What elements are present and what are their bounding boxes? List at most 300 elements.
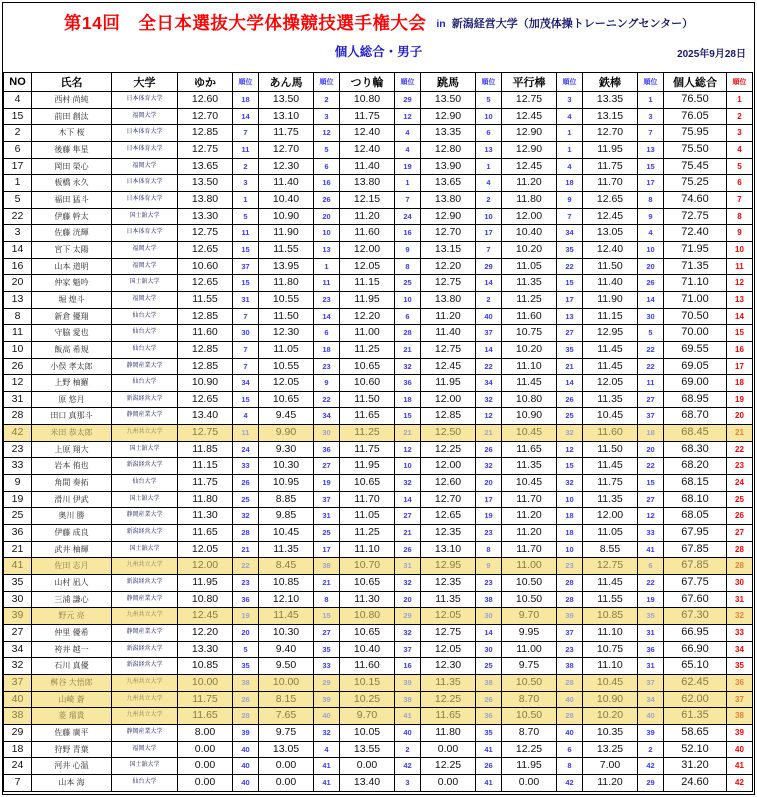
- horizontal-bar-rank: 6: [638, 558, 664, 575]
- horizontal-bar-rank: 41: [638, 541, 664, 558]
- all-around-total: 69.00: [664, 375, 727, 392]
- all-around-total: 62.00: [664, 691, 727, 708]
- table-row: [4, 525, 753, 542]
- floor-rank: 11: [233, 225, 259, 242]
- vault-score: 12.65: [421, 508, 476, 525]
- rings-score: 10.15: [340, 674, 395, 691]
- horizontal-bar-score: 11.50: [583, 258, 638, 275]
- university-name: 新潟経営大学: [112, 641, 178, 658]
- parallel-bars-rank: 6: [557, 741, 583, 758]
- vault-rank: 8: [476, 541, 502, 558]
- horizontal-bar-rank: 34: [638, 691, 664, 708]
- horizontal-bar-score: 11.45: [583, 358, 638, 375]
- col-header-vault: 跳馬: [421, 73, 476, 92]
- pommel-horse-score: 13.95: [259, 258, 314, 275]
- floor-score: 10.00: [178, 674, 233, 691]
- vault-rank: 13: [476, 141, 502, 158]
- all-around-total: 68.45: [664, 425, 727, 442]
- table-row: [4, 741, 753, 758]
- bib-number: 14: [4, 241, 32, 258]
- rings-score: 10.80: [340, 92, 395, 109]
- pommel-horse-rank: 13: [314, 241, 340, 258]
- all-around-rank: 32: [727, 608, 753, 625]
- pommel-horse-rank: 23: [314, 358, 340, 375]
- rings-score: 11.95: [340, 291, 395, 308]
- bib-number: 22: [4, 208, 32, 225]
- all-around-rank: 10: [727, 241, 753, 258]
- floor-rank: 1: [233, 191, 259, 208]
- vault-rank: 17: [476, 491, 502, 508]
- rings-score: 10.40: [340, 641, 395, 658]
- bib-number: 32: [4, 658, 32, 675]
- floor-rank: 18: [233, 92, 259, 109]
- parallel-bars-score: 11.10: [502, 358, 557, 375]
- floor-rank: 40: [233, 758, 259, 775]
- parallel-bars-rank: 10: [557, 541, 583, 558]
- vault-score: 11.35: [421, 591, 476, 608]
- bib-number: 13: [4, 291, 32, 308]
- floor-score: 12.70: [178, 108, 233, 125]
- horizontal-bar-score: 12.75: [583, 558, 638, 575]
- table-row: [4, 425, 753, 442]
- floor-rank: 7: [233, 341, 259, 358]
- floor-score: 13.65: [178, 158, 233, 175]
- all-around-total: 71.35: [664, 258, 727, 275]
- rings-rank: 8: [395, 258, 421, 275]
- pommel-horse-rank: 6: [314, 325, 340, 342]
- floor-score: 12.00: [178, 558, 233, 575]
- all-around-rank: 28: [727, 558, 753, 575]
- athlete-name: 後藤 隼星: [32, 141, 112, 158]
- horizontal-bar-rank: 22: [638, 458, 664, 475]
- horizontal-bar-rank: 29: [638, 774, 664, 791]
- pommel-horse-rank: 27: [314, 458, 340, 475]
- pommel-horse-score: 10.00: [259, 674, 314, 691]
- category-subtitle: 個人総合・男子: [334, 45, 423, 59]
- horizontal-bar-rank: 36: [638, 641, 664, 658]
- table-row: [4, 541, 753, 558]
- vault-score: 12.20: [421, 258, 476, 275]
- parallel-bars-rank: 21: [557, 358, 583, 375]
- floor-rank: 39: [233, 724, 259, 741]
- bib-number: 19: [4, 491, 32, 508]
- parallel-bars-score: 11.80: [502, 191, 557, 208]
- athlete-name: 岩本 侑也: [32, 458, 112, 475]
- table-row: [4, 175, 753, 192]
- all-around-rank: 7: [727, 191, 753, 208]
- horizontal-bar-score: 11.45: [583, 575, 638, 592]
- table-row: [4, 625, 753, 642]
- pommel-horse-score: 9.45: [259, 408, 314, 425]
- floor-rank: 28: [233, 708, 259, 725]
- vault-rank: 25: [476, 658, 502, 675]
- pommel-horse-score: 12.10: [259, 591, 314, 608]
- parallel-bars-score: 10.50: [502, 674, 557, 691]
- all-around-rank: 31: [727, 591, 753, 608]
- floor-score: 11.85: [178, 441, 233, 458]
- horizontal-bar-score: 13.15: [583, 108, 638, 125]
- university-name: 日本体育大学: [112, 92, 178, 109]
- floor-rank: 11: [233, 141, 259, 158]
- rings-score: 11.25: [340, 341, 395, 358]
- bib-number: 15: [4, 108, 32, 125]
- rings-rank: 26: [395, 541, 421, 558]
- parallel-bars-rank: 18: [557, 175, 583, 192]
- floor-score: 10.80: [178, 591, 233, 608]
- subtitle-line: [3, 42, 754, 60]
- horizontal-bar-rank: 22: [638, 341, 664, 358]
- all-around-total: 67.85: [664, 558, 727, 575]
- all-around-rank: 4: [727, 141, 753, 158]
- pommel-horse-rank: 12: [314, 125, 340, 142]
- all-around-total: 71.95: [664, 241, 727, 258]
- vault-score: 13.65: [421, 175, 476, 192]
- bib-number: 36: [4, 525, 32, 542]
- bib-number: 31: [4, 391, 32, 408]
- parallel-bars-score: 11.05: [502, 258, 557, 275]
- horizontal-bar-score: 11.45: [583, 341, 638, 358]
- vault-score: 12.30: [421, 658, 476, 675]
- athlete-name: 仲里 優希: [32, 625, 112, 642]
- vault-rank: 22: [476, 358, 502, 375]
- pommel-horse-rank: 27: [314, 625, 340, 642]
- parallel-bars-rank: 26: [557, 391, 583, 408]
- all-around-total: 62.45: [664, 674, 727, 691]
- horizontal-bar-score: 11.95: [583, 141, 638, 158]
- athlete-name: 山村 凪人: [32, 575, 112, 592]
- parallel-bars-rank: 4: [557, 108, 583, 125]
- athlete-name: 宮下 太陽: [32, 241, 112, 258]
- pommel-horse-score: 9.40: [259, 641, 314, 658]
- pommel-horse-rank: 14: [314, 308, 340, 325]
- parallel-bars-rank: 25: [557, 408, 583, 425]
- floor-rank: 37: [233, 258, 259, 275]
- floor-rank: 7: [233, 358, 259, 375]
- all-around-rank: 9: [727, 225, 753, 242]
- all-around-total: 67.85: [664, 541, 727, 558]
- vault-rank: 36: [476, 708, 502, 725]
- pommel-horse-rank: 35: [314, 641, 340, 658]
- rings-score: 12.00: [340, 241, 395, 258]
- pommel-horse-score: 10.30: [259, 458, 314, 475]
- all-around-rank: 40: [727, 741, 753, 758]
- floor-rank: 7: [233, 125, 259, 142]
- parallel-bars-rank: 39: [557, 608, 583, 625]
- table-row: [4, 508, 753, 525]
- parallel-bars-score: 10.80: [502, 391, 557, 408]
- parallel-bars-score: 12.25: [502, 741, 557, 758]
- athlete-name: 新倉 優翔: [32, 308, 112, 325]
- bib-number: 33: [4, 458, 32, 475]
- parallel-bars-score: 12.90: [502, 141, 557, 158]
- pommel-horse-score: 12.70: [259, 141, 314, 158]
- university-name: 仙台大学: [112, 341, 178, 358]
- table-row: [4, 708, 753, 725]
- bib-number: 42: [4, 425, 32, 442]
- rings-rank: 6: [395, 308, 421, 325]
- parallel-bars-score: 10.75: [502, 325, 557, 342]
- all-around-total: 75.50: [664, 141, 727, 158]
- vault-rank: 14: [476, 341, 502, 358]
- parallel-bars-rank: 4: [557, 158, 583, 175]
- floor-rank: 35: [233, 658, 259, 675]
- table-row: [4, 575, 753, 592]
- parallel-bars-rank: 1: [557, 125, 583, 142]
- floor-score: 11.15: [178, 458, 233, 475]
- university-name: 福岡大学: [112, 241, 178, 258]
- rings-score: 10.65: [340, 575, 395, 592]
- parallel-bars-score: 11.95: [502, 758, 557, 775]
- vault-rank: 26: [476, 758, 502, 775]
- athlete-name: 角間 奏拓: [32, 475, 112, 492]
- table-row: [4, 491, 753, 508]
- vault-score: 13.35: [421, 125, 476, 142]
- floor-score: 12.75: [178, 425, 233, 442]
- university-name: 日本体育大学: [112, 125, 178, 142]
- university-name: 九州共立大学: [112, 558, 178, 575]
- all-around-rank: 18: [727, 375, 753, 392]
- pommel-horse-rank: 4: [314, 741, 340, 758]
- vault-score: 11.40: [421, 325, 476, 342]
- rings-score: 10.65: [340, 358, 395, 375]
- all-around-total: 69.05: [664, 358, 727, 375]
- athlete-name: 上野 柚羅: [32, 375, 112, 392]
- horizontal-bar-score: 10.90: [583, 691, 638, 708]
- floor-score: 10.60: [178, 258, 233, 275]
- all-around-rank: 12: [727, 275, 753, 292]
- rings-rank: 29: [395, 92, 421, 109]
- rings-score: 10.60: [340, 375, 395, 392]
- floor-score: 11.65: [178, 525, 233, 542]
- athlete-name: 佐田 志月: [32, 558, 112, 575]
- pommel-horse-score: 10.30: [259, 625, 314, 642]
- all-around-rank: 33: [727, 625, 753, 642]
- vault-rank: 32: [476, 458, 502, 475]
- parallel-bars-score: 11.20: [502, 508, 557, 525]
- floor-score: 12.65: [178, 391, 233, 408]
- table-row: [4, 341, 753, 358]
- floor-rank: 23: [233, 575, 259, 592]
- parallel-bars-rank: 35: [557, 241, 583, 258]
- floor-score: 8.00: [178, 724, 233, 741]
- athlete-name: 西村 尚純: [32, 92, 112, 109]
- table-row: [4, 358, 753, 375]
- vault-score: 11.80: [421, 724, 476, 741]
- all-around-rank: 25: [727, 491, 753, 508]
- vault-score: 12.95: [421, 558, 476, 575]
- university-name: 国士舘大学: [112, 541, 178, 558]
- horizontal-bar-score: 11.40: [583, 275, 638, 292]
- pommel-horse-score: 13.10: [259, 108, 314, 125]
- vault-rank: 9: [476, 558, 502, 575]
- parallel-bars-rank: 15: [557, 458, 583, 475]
- rings-score: 11.30: [340, 591, 395, 608]
- table-header-row: [4, 73, 753, 92]
- floor-rank: 19: [233, 608, 259, 625]
- rings-score: 12.40: [340, 125, 395, 142]
- rings-score: 11.50: [340, 391, 395, 408]
- floor-score: 11.65: [178, 708, 233, 725]
- parallel-bars-score: 11.70: [502, 541, 557, 558]
- parallel-bars-rank: 7: [557, 208, 583, 225]
- athlete-name: 河井 心温: [32, 758, 112, 775]
- pommel-horse-rank: 25: [314, 525, 340, 542]
- pommel-horse-rank: 8: [314, 591, 340, 608]
- vault-rank: 20: [476, 475, 502, 492]
- all-around-total: 76.05: [664, 108, 727, 125]
- vault-rank: 19: [476, 508, 502, 525]
- vault-rank: 4: [476, 175, 502, 192]
- rings-rank: 10: [395, 458, 421, 475]
- floor-rank: 24: [233, 441, 259, 458]
- parallel-bars-score: 11.35: [502, 458, 557, 475]
- vault-score: 12.90: [421, 108, 476, 125]
- university-name: 国士舘大学: [112, 491, 178, 508]
- parallel-bars-score: 9.70: [502, 608, 557, 625]
- floor-score: 11.80: [178, 491, 233, 508]
- parallel-bars-rank: 37: [557, 625, 583, 642]
- vault-rank: 14: [476, 275, 502, 292]
- all-around-rank: 11: [727, 258, 753, 275]
- table-row: [4, 558, 753, 575]
- table-row: [4, 92, 753, 109]
- parallel-bars-rank: 23: [557, 558, 583, 575]
- parallel-bars-score: 11.20: [502, 175, 557, 192]
- floor-score: 11.55: [178, 291, 233, 308]
- bib-number: 21: [4, 541, 32, 558]
- horizontal-bar-rank: 30: [638, 308, 664, 325]
- pommel-horse-score: 13.05: [259, 741, 314, 758]
- university-name: 静岡産業大学: [112, 591, 178, 608]
- horizontal-bar-score: 11.75: [583, 475, 638, 492]
- vault-score: 13.80: [421, 291, 476, 308]
- floor-rank: 22: [233, 558, 259, 575]
- vault-score: 11.65: [421, 708, 476, 725]
- floor-rank: 32: [233, 508, 259, 525]
- all-around-rank: 28: [727, 541, 753, 558]
- rings-rank: 32: [395, 575, 421, 592]
- horizontal-bar-rank: 11: [638, 375, 664, 392]
- parallel-bars-score: 10.90: [502, 408, 557, 425]
- vault-score: 12.35: [421, 575, 476, 592]
- university-name: 九州共立大学: [112, 674, 178, 691]
- pommel-horse-rank: 1: [314, 258, 340, 275]
- table-row: [4, 375, 753, 392]
- parallel-bars-rank: 3: [557, 92, 583, 109]
- parallel-bars-rank: 28: [557, 591, 583, 608]
- rings-score: 10.70: [340, 558, 395, 575]
- rings-rank: 10: [395, 291, 421, 308]
- parallel-bars-score: 11.60: [502, 308, 557, 325]
- vault-score: 12.25: [421, 758, 476, 775]
- table-row: [4, 291, 753, 308]
- bib-number: 17: [4, 158, 32, 175]
- col-header-rings-rank: 順位: [395, 73, 421, 92]
- parallel-bars-rank: 1: [557, 141, 583, 158]
- all-around-total: 76.50: [664, 92, 727, 109]
- parallel-bars-score: 12.75: [502, 92, 557, 109]
- vault-score: 12.75: [421, 275, 476, 292]
- rings-score: 9.70: [340, 708, 395, 725]
- vault-score: 12.35: [421, 525, 476, 542]
- col-header-name: 氏名: [32, 73, 112, 92]
- rings-rank: 28: [395, 325, 421, 342]
- horizontal-bar-rank: 9: [638, 208, 664, 225]
- table-row: [4, 774, 753, 791]
- horizontal-bar-score: 7.00: [583, 758, 638, 775]
- horizontal-bar-rank: 19: [638, 591, 664, 608]
- rings-rank: 41: [395, 708, 421, 725]
- all-around-rank: 24: [727, 475, 753, 492]
- parallel-bars-score: 12.90: [502, 125, 557, 142]
- parallel-bars-score: 10.45: [502, 425, 557, 442]
- all-around-total: 69.55: [664, 341, 727, 358]
- bib-number: 24: [4, 758, 32, 775]
- all-around-rank: 13: [727, 291, 753, 308]
- floor-score: 12.65: [178, 275, 233, 292]
- col-header-pommel-horse: あん馬: [259, 73, 314, 92]
- horizontal-bar-score: 11.05: [583, 525, 638, 542]
- vault-score: 12.70: [421, 225, 476, 242]
- vault-rank: 2: [476, 191, 502, 208]
- table-row: [4, 158, 753, 175]
- pommel-horse-score: 12.30: [259, 325, 314, 342]
- floor-rank: 28: [233, 525, 259, 542]
- parallel-bars-score: 10.20: [502, 241, 557, 258]
- parallel-bars-rank: 28: [557, 575, 583, 592]
- all-around-total: 68.95: [664, 391, 727, 408]
- bib-number: 11: [4, 325, 32, 342]
- floor-score: 13.50: [178, 175, 233, 192]
- university-name: 福岡大学: [112, 158, 178, 175]
- vault-rank: 7: [476, 241, 502, 258]
- floor-rank: 26: [233, 475, 259, 492]
- pommel-horse-score: 8.15: [259, 691, 314, 708]
- col-header-no: NO: [4, 73, 32, 92]
- table-row: [4, 241, 753, 258]
- vault-score: 12.60: [421, 475, 476, 492]
- vault-score: 12.45: [421, 358, 476, 375]
- vault-rank: 38: [476, 591, 502, 608]
- horizontal-bar-score: 12.05: [583, 375, 638, 392]
- horizontal-bar-score: 10.85: [583, 608, 638, 625]
- all-around-rank: 8: [727, 208, 753, 225]
- venue-label: 新潟経営大学（加茂体操トレーニングセンター）: [451, 18, 694, 30]
- rings-rank: 40: [395, 724, 421, 741]
- horizontal-bar-rank: 26: [638, 275, 664, 292]
- vault-score: 13.80: [421, 191, 476, 208]
- vault-score: 12.25: [421, 441, 476, 458]
- all-around-total: 68.15: [664, 475, 727, 492]
- university-name: 静岡産業大学: [112, 508, 178, 525]
- pommel-horse-score: 10.90: [259, 208, 314, 225]
- rings-rank: 32: [395, 475, 421, 492]
- horizontal-bar-rank: 33: [638, 525, 664, 542]
- pommel-horse-rank: 5: [314, 141, 340, 158]
- floor-rank: 36: [233, 591, 259, 608]
- parallel-bars-score: 11.65: [502, 441, 557, 458]
- rings-rank: 32: [395, 358, 421, 375]
- col-header-floor: ゆか: [178, 73, 233, 92]
- vault-score: 13.90: [421, 158, 476, 175]
- rings-rank: 31: [395, 558, 421, 575]
- university-name: 九州共立大学: [112, 608, 178, 625]
- pommel-horse-score: 9.50: [259, 658, 314, 675]
- rings-score: 0.00: [340, 758, 395, 775]
- athlete-name: 狩野 青葉: [32, 741, 112, 758]
- university-name: 仙台大学: [112, 475, 178, 492]
- vault-rank: 2: [476, 291, 502, 308]
